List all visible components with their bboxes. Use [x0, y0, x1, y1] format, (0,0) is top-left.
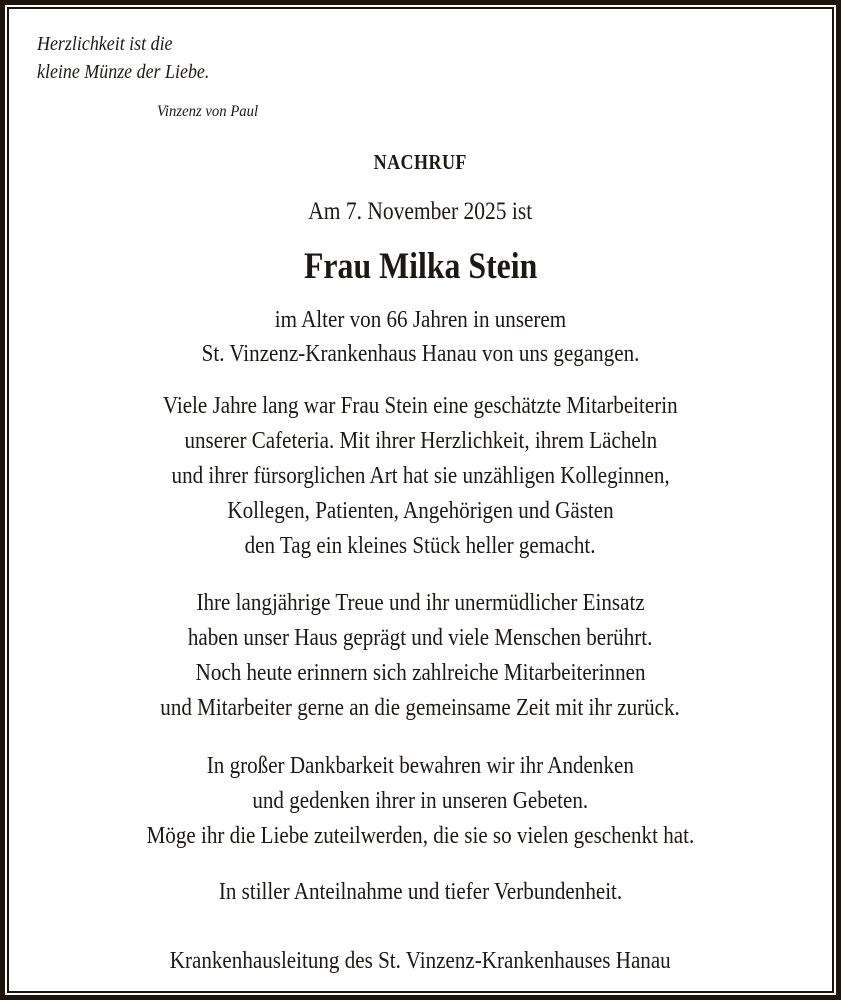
body-text: und Mitarbeiter gerne an die gemeinsame Zeit mit ihr zurück.	[160, 694, 681, 721]
paragraph3-line	[0, 824, 841, 849]
heading-text: NACHRUF	[373, 150, 468, 174]
paragraph3-line	[0, 754, 841, 779]
body-text: unserer Cafeteria. Mit ihrer Herzlichkeit, ihrem Lächeln	[184, 427, 657, 454]
quote-line-1	[37, 35, 184, 55]
paragraph2-line	[0, 696, 841, 721]
paragraph1-line	[0, 394, 841, 419]
body-text: St. Vinzenz-Krankenhaus Hanau von uns gegangen.	[201, 340, 640, 367]
body-text: In großer Dankbarkeit bewahren wir ihr Andenken	[206, 752, 635, 779]
body-text: Ihre langjährige Treue und ihr unermüdlicher Einsatz	[196, 589, 645, 616]
date-text: Am 7. November 2025 ist	[308, 198, 533, 225]
quote-author	[157, 104, 267, 120]
intro-line	[0, 342, 841, 367]
signature-text: Krankenhausleitung des St. Vinzenz-Krankenhauses Hanau	[170, 947, 671, 974]
paragraph2-line	[0, 591, 841, 616]
intro-line	[0, 308, 841, 333]
quote-author-text: Vinzenz von Paul	[157, 103, 259, 120]
paragraph1-line	[0, 464, 841, 489]
name-text: Frau Milka Stein	[303, 246, 538, 287]
body-text: Viele Jahre lang war Frau Stein eine geschätzte Mitarbeiterin	[163, 392, 678, 419]
paragraph1-line	[0, 534, 841, 559]
date-line	[0, 199, 841, 224]
quote-text: kleine Münze der Liebe.	[37, 62, 210, 83]
paragraph1-line	[0, 429, 841, 454]
heading-nachruf	[0, 152, 841, 173]
body-text: und ihrer fürsorglichen Art hat sie unzähligen Kolleginnen,	[171, 462, 670, 489]
closing-text: In stiller Anteilnahme und tiefer Verbundenheit.	[218, 878, 623, 905]
body-text: den Tag ein kleines Stück heller gemacht.	[245, 532, 596, 559]
body-text: und gedenken ihrer in unseren Gebeten.	[252, 787, 589, 814]
closing-line	[0, 880, 841, 905]
body-text: im Alter von 66 Jahren in unserem	[274, 306, 567, 333]
deceased-name	[0, 248, 841, 285]
quote-text: Herzlichkeit ist die	[37, 34, 173, 55]
body-text: Möge ihr die Liebe zuteilwerden, die sie so vielen geschenkt hat.	[146, 822, 695, 849]
body-text: Kollegen, Patienten, Angehörigen und Gästen	[227, 497, 614, 524]
paragraph3-line	[0, 789, 841, 814]
body-text: Noch heute erinnern sich zahlreiche Mitarbeiterinnen	[195, 659, 646, 686]
signature	[0, 949, 841, 974]
paragraph1-line	[0, 499, 841, 524]
paragraph2-line	[0, 661, 841, 686]
quote-line-2	[37, 63, 224, 83]
body-text: haben unser Haus geprägt und viele Menschen berührt.	[188, 624, 653, 651]
paragraph2-line	[0, 626, 841, 651]
